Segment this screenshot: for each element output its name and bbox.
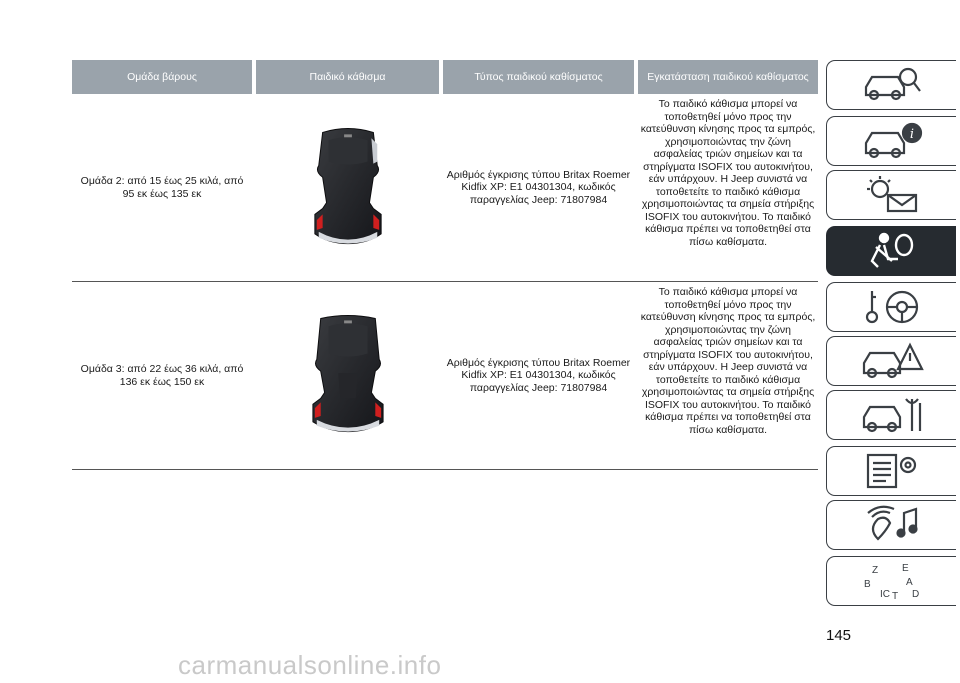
- tab-safety[interactable]: [826, 226, 956, 276]
- table-header: [72, 60, 818, 94]
- svg-text:Z: Z: [871, 565, 878, 576]
- table-row: [72, 94, 818, 282]
- svg-text:i: i: [909, 127, 914, 142]
- svg-text:B: B: [863, 579, 871, 590]
- svg-text:IC: IC: [879, 589, 890, 600]
- tab-starting-driving[interactable]: [826, 282, 956, 332]
- tab-warning-lights[interactable]: [826, 170, 956, 220]
- child-seat-table: [72, 60, 818, 470]
- tab-multimedia[interactable]: [826, 500, 956, 550]
- car-wrench-icon: [858, 395, 926, 435]
- table-row: [72, 282, 818, 470]
- tab-servicing[interactable]: [826, 390, 956, 440]
- svg-text:T: T: [891, 591, 898, 601]
- header-child-seat: Παιδικό κάθισμα: [256, 60, 439, 94]
- installation-cell: Το παιδικό κάθισμα μπορεί να τοποθετηθεί μόνο προς την κατεύθυνση κίνησης προς τα εμπρός, χρησιμοποιώντας την ζώνη ασφαλείας τριών σημείων και τα στηρίγματα ISOFIX του αυτοκινήτου, εάν υπάρχουν. Η Jeep συνιστά να τοποθετείτε το παιδικό κάθισμα χρησιμοποιώντας τα σημεία στήριξης ISOFIX του αυτοκινήτου. Το παιδικό κάθισμα πρέπει να τοποθετηθεί στα πίσω καθίσματα.: [640, 286, 816, 436]
- svg-text:D: D: [911, 589, 919, 600]
- weight-group-cell: Ομάδα 2: από 15 έως 25 κιλά, από 95 εκ έως 135 εκ: [80, 175, 244, 200]
- tab-car-info[interactable]: [826, 116, 956, 166]
- car-search-icon: [858, 65, 926, 105]
- svg-text:A: A: [905, 577, 913, 588]
- car-warning-icon: [858, 341, 926, 381]
- watermark: carmanualsonline.info: [178, 650, 442, 680]
- alphabetical-index-icon: [858, 561, 926, 601]
- steering-wheel-key-icon: [858, 287, 926, 327]
- tab-car-search[interactable]: [826, 60, 956, 110]
- child-seat-image: [309, 126, 387, 250]
- specifications-gear-icon: [858, 451, 926, 491]
- installation-cell: Το παιδικό κάθισμα μπορεί να τοποθετηθεί μόνο προς την κατεύθυνση κίνησης προς τα εμπρός, χρησιμοποιώντας την ζώνη ασφαλείας τριών σημείων και τα στηρίγματα ISOFIX του αυτοκινήτου, εάν υπάρχουν. Η Jeep συνιστά να τοποθετείτε το παιδικό κάθισμα χρησιμοποιώντας τα σημεία στήριξης ISOFIX του αυτοκινήτου. Το παιδικό κάθισμα πρέπει να τοποθετηθεί στα πίσω καθίσματα.: [640, 98, 816, 248]
- page-number: 145: [826, 627, 852, 644]
- header-seat-type: Τύπος παιδικού καθίσματος: [443, 60, 634, 94]
- tab-specifications[interactable]: [826, 446, 956, 496]
- child-seat-image-cell: [256, 282, 439, 469]
- tab-emergency[interactable]: [826, 336, 956, 386]
- seat-type-cell: Αριθμός έγκρισης τύπου Britax Roemer Kidfix XP: E1 04301304, κωδικός παραγγελίας Jeep: 71807984: [446, 356, 631, 394]
- weight-group-cell: Ομάδα 3: από 22 έως 36 κιλά, από 136 εκ έως 150 εκ: [80, 363, 244, 388]
- multimedia-icon: [858, 505, 926, 545]
- airbag-seatbelt-icon: [858, 231, 926, 271]
- svg-text:E: E: [901, 563, 909, 574]
- header-installation: Εγκατάσταση παιδικού καθίσματος: [638, 60, 818, 94]
- warning-lights-message-icon: [858, 175, 926, 215]
- tab-index[interactable]: [826, 556, 956, 606]
- car-info-icon: [858, 121, 926, 161]
- seat-type-cell: Αριθμός έγκρισης τύπου Britax Roemer Kidfix XP: E1 04301304, κωδικός παραγγελίας Jeep: 71807984: [446, 168, 631, 206]
- child-seat-image: [309, 314, 387, 438]
- child-seat-image-cell: [256, 94, 439, 281]
- header-weight-group: Ομάδα βάρους: [72, 60, 252, 94]
